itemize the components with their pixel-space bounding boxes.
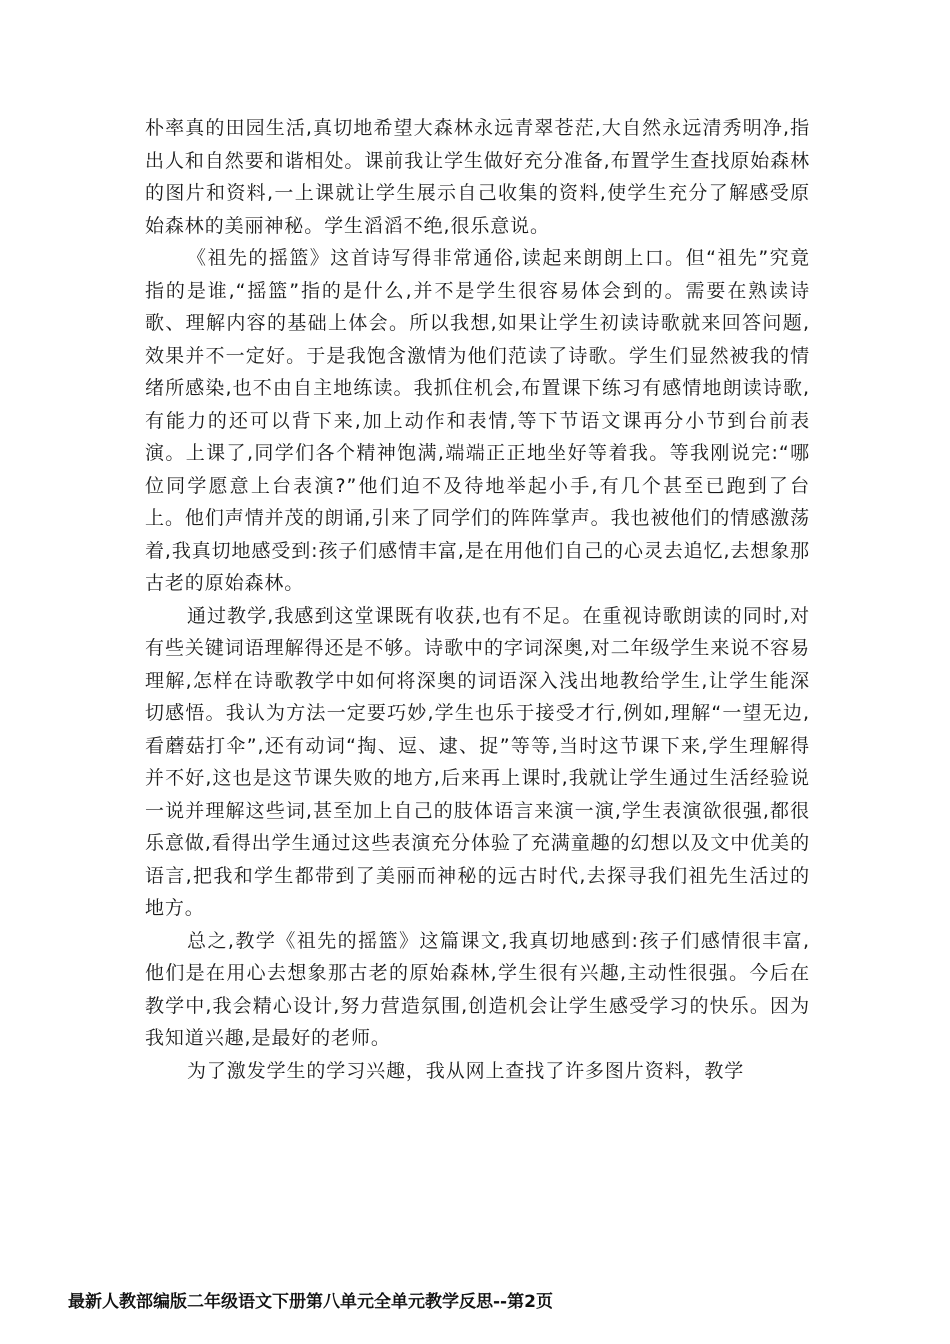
paragraph-4: 总之,教学《祖先的摇篮》这篇课文,我真切地感到:孩子们感情很丰富,他们是在用心去想象那古老的原始森林,学生很有兴趣,主动性很强。今后在教学中,我会精心设计,努力营造氛围,创造机会让学生感受学习的快乐。因为我知道兴趣,是最好的老师。	[145, 929, 810, 1049]
paragraph-5: 为了激发学生的学习兴趣，我从网上查找了许多图片资料，教学	[187, 1059, 745, 1082]
paragraph-1: 朴率真的田园生活,真切地希望大森林永远青翠苍茫,大自然永远清秀明净,指出人和自然要和谐相处。课前我让学生做好充分准备,布置学生查找原始森林的图片和资料,一上课就让学生展示自己收集的资料,使学生充分了解感受原始森林的美丽神秘。学生滔滔不绝,很乐意说。	[145, 117, 810, 237]
page-footer: 最新人教部编版二年级语文下册第八单元全单元教学反思--第2页	[68, 1292, 553, 1312]
paragraph-3: 通过教学,我感到这堂课既有收获,也有不足。在重视诗歌朗读的同时,对有些关键词语理解得还是不够。诗歌中的字词深奥,对二年级学生来说不容易理解,怎样在诗歌教学中如何将深奥的词语深入浅出地教给学生,让学生能深切感悟。我认为方法一定要巧妙,学生也乐于接受才行,例如,理解“一望无边,看蘑菇打伞”,还有动词“掏、逗、逮、捉”等等,当时这节课下来,学生理解得并不好,这也是这节课失败的地方,后来再上课时,我就让学生通过生活经验说一说并理解这些词,甚至加上自己的肢体语言来演一演,学生表演欲很强,都很乐意做,看得出学生通过这些表演充分体验了充满童趣的幻想以及文中优美的语言,把我和学生都带到了美丽而神秘的远古时代,去探寻我们祖先生活过的地方。	[145, 604, 810, 919]
document-body	[145, 112, 810, 1087]
paragraph-2: 《祖先的摇篮》这首诗写得非常通俗,读起来朗朗上口。但“祖先”究竟指的是谁,“摇篮”指的是什么,并不是学生很容易体会到的。需要在熟读诗歌、理解内容的基础上体会。所以我想,如果让学生初读诗歌就来回答问题,效果并不一定好。于是我饱含激情为他们范读了诗歌。学生们显然被我的情绪所感染,也不由自主地练读。我抓住机会,布置课下练习有感情地朗读诗歌,有能力的还可以背下来,加上动作和表情,等下节语文课再分小节到台前表演。上课了,同学们各个精神饱满,端端正正地坐好等着我。等我刚说完:“哪位同学愿意上台表演?”他们迫不及待地举起小手,有几个甚至已跑到了台上。他们声情并茂的朗诵,引来了同学们的阵阵掌声。我也被他们的情感激荡着,我真切地感受到:孩子们感情丰富,是在用他们自己的心灵去追忆,去想象那古老的原始森林。	[145, 247, 810, 594]
